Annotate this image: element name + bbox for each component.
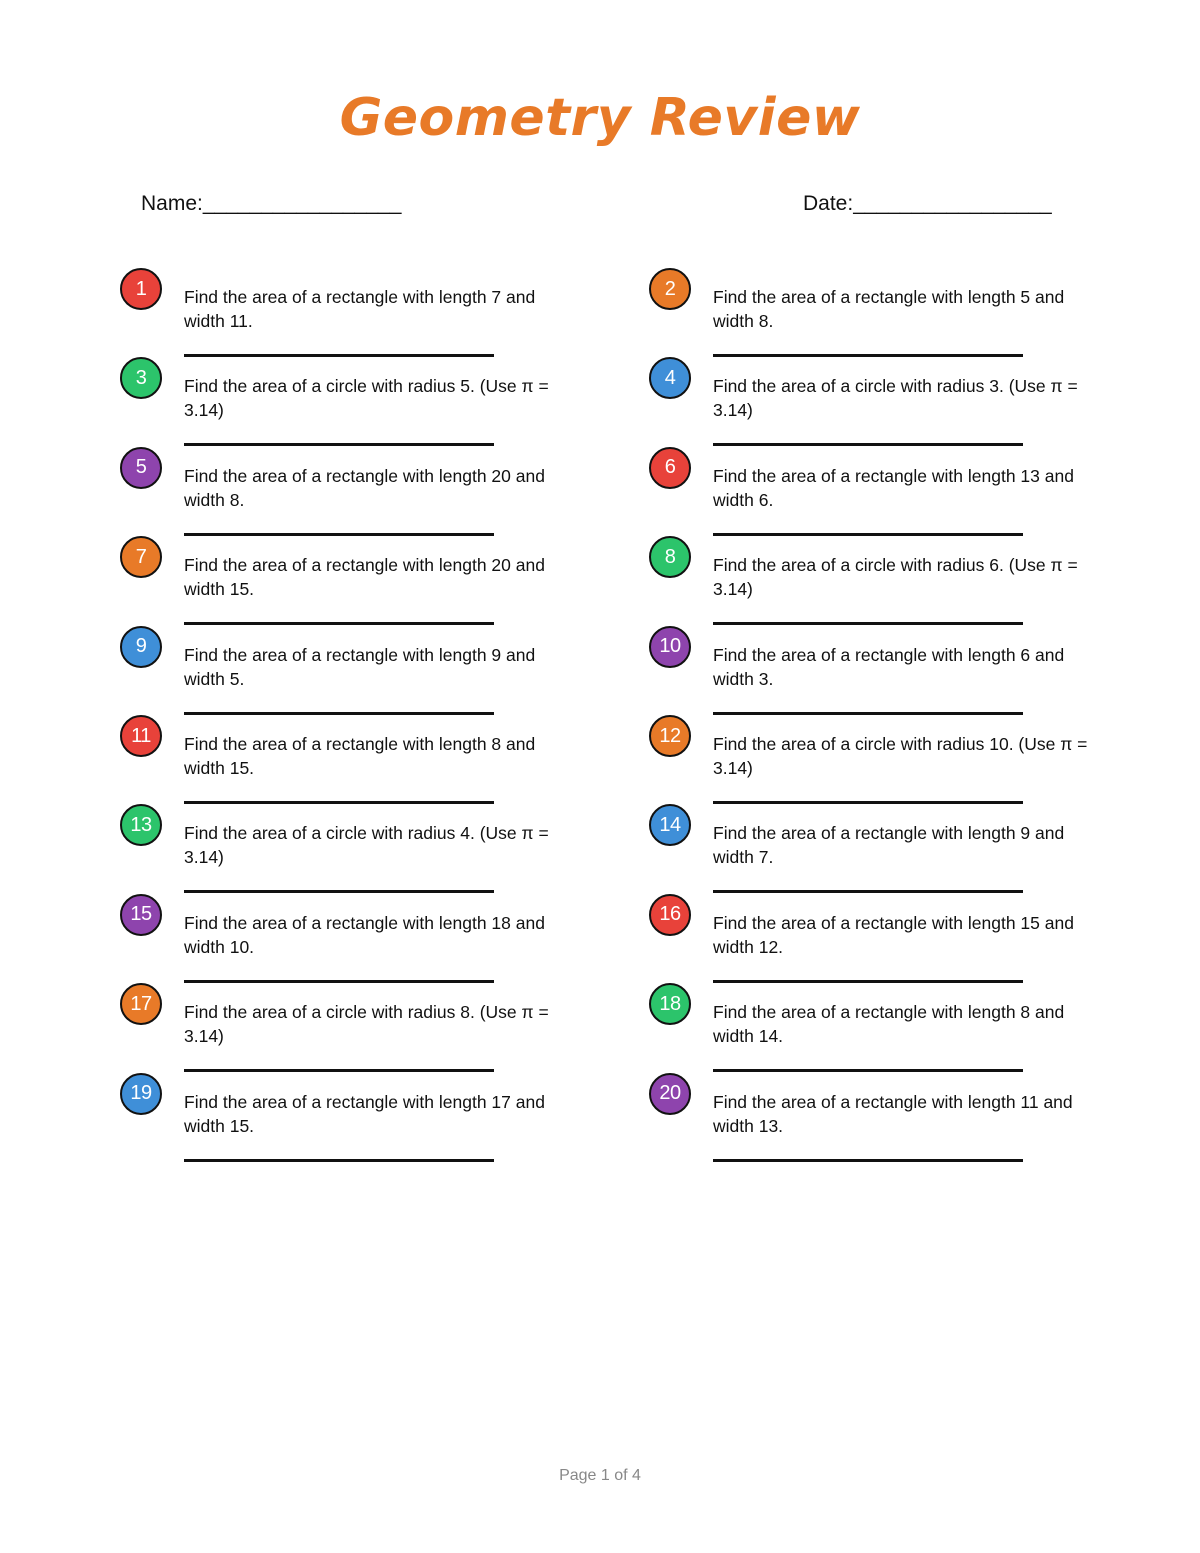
question-number-badge: 14 — [649, 804, 691, 846]
question-text: Find the area of a rectangle with length 13 and width 6. — [713, 465, 1074, 510]
question-item — [120, 447, 580, 537]
question-item — [649, 715, 1109, 805]
question-text: Find the area of a rectangle with length 8 and width 14. — [713, 1002, 1065, 1047]
question-item — [649, 626, 1109, 716]
question-text: Find the area of a rectangle with length 7 and width 11. — [184, 287, 536, 331]
question-text: Find the area of a circle with radius 8. (Use π = 3.14) — [184, 1002, 549, 1047]
question-text: Find the area of a rectangle with length 9 and width 5. — [184, 644, 536, 689]
question-text: Find the area of a rectangle with length 20 and width 15. — [184, 555, 545, 600]
question-number-badge: 9 — [120, 626, 162, 668]
question-text: Find the area of a circle with radius 4. (Use π = 3.14) — [184, 823, 549, 868]
question-text: Find the area of a rectangle with length 20 and width 8. — [184, 465, 545, 510]
question-item — [120, 983, 580, 1073]
name-field[interactable]: Name:_________________ — [141, 192, 402, 215]
question-number-badge: 13 — [120, 804, 162, 846]
question-number-badge: 7 — [120, 536, 162, 578]
question-number-badge: 18 — [649, 983, 691, 1025]
question-item — [120, 268, 580, 358]
question-item — [649, 447, 1109, 537]
question-item — [120, 804, 580, 894]
question-number-badge: 6 — [649, 447, 691, 489]
answer-line[interactable] — [713, 1159, 1023, 1162]
question-text: Find the area of a rectangle with length 17 and width 15. — [184, 1091, 545, 1136]
question-text: Find the area of a circle with radius 3. (Use π = 3.14) — [713, 376, 1078, 421]
question-number-badge: 12 — [649, 715, 691, 757]
question-number-badge: 19 — [120, 1073, 162, 1115]
question-number-badge: 3 — [120, 357, 162, 399]
question-number-badge: 11 — [120, 715, 162, 757]
question-text: Find the area of a rectangle with length 15 and width 12. — [713, 912, 1074, 957]
question-number-badge: 17 — [120, 983, 162, 1025]
question-text: Find the area of a rectangle with length 18 and width 10. — [184, 912, 545, 957]
question-number-badge: 20 — [649, 1073, 691, 1115]
question-item — [649, 983, 1109, 1073]
question-text: Find the area of a circle with radius 10. (Use π = 3.14) — [713, 734, 1088, 778]
question-text: Find the area of a rectangle with length 11 and width 13. — [713, 1091, 1073, 1136]
question-item — [649, 357, 1109, 447]
question-number-badge: 5 — [120, 447, 162, 489]
question-item — [649, 1073, 1109, 1163]
question-item — [649, 268, 1109, 358]
page-title: Geometry Review — [339, 88, 861, 148]
question-number-badge: 15 — [120, 894, 162, 936]
question-number-badge: 10 — [649, 626, 691, 668]
question-item — [649, 536, 1109, 626]
question-number-badge: 1 — [120, 268, 162, 310]
question-text: Find the area of a rectangle with length 9 and width 7. — [713, 823, 1065, 868]
page-footer: Page 1 of 4 — [559, 1467, 641, 1484]
question-number-badge: 8 — [649, 536, 691, 578]
question-number-badge: 16 — [649, 894, 691, 936]
question-item — [120, 894, 580, 984]
question-text: Find the area of a circle with radius 6. (Use π = 3.14) — [713, 555, 1078, 600]
question-item — [120, 536, 580, 626]
answer-line[interactable] — [184, 1159, 494, 1162]
question-text: Find the area of a rectangle with length 6 and width 3. — [713, 644, 1065, 689]
question-item — [120, 357, 580, 447]
question-number-badge: 4 — [649, 357, 691, 399]
question-text: Find the area of a rectangle with length 8 and width 15. — [184, 734, 536, 778]
question-item — [649, 804, 1109, 894]
question-item — [649, 894, 1109, 984]
date-field[interactable]: Date:_________________ — [803, 192, 1052, 215]
question-item — [120, 1073, 580, 1163]
question-number-badge: 2 — [649, 268, 691, 310]
question-text: Find the area of a circle with radius 5. (Use π = 3.14) — [184, 376, 549, 421]
question-item — [120, 626, 580, 716]
question-item — [120, 715, 580, 805]
question-text: Find the area of a rectangle with length 5 and width 8. — [713, 287, 1065, 331]
